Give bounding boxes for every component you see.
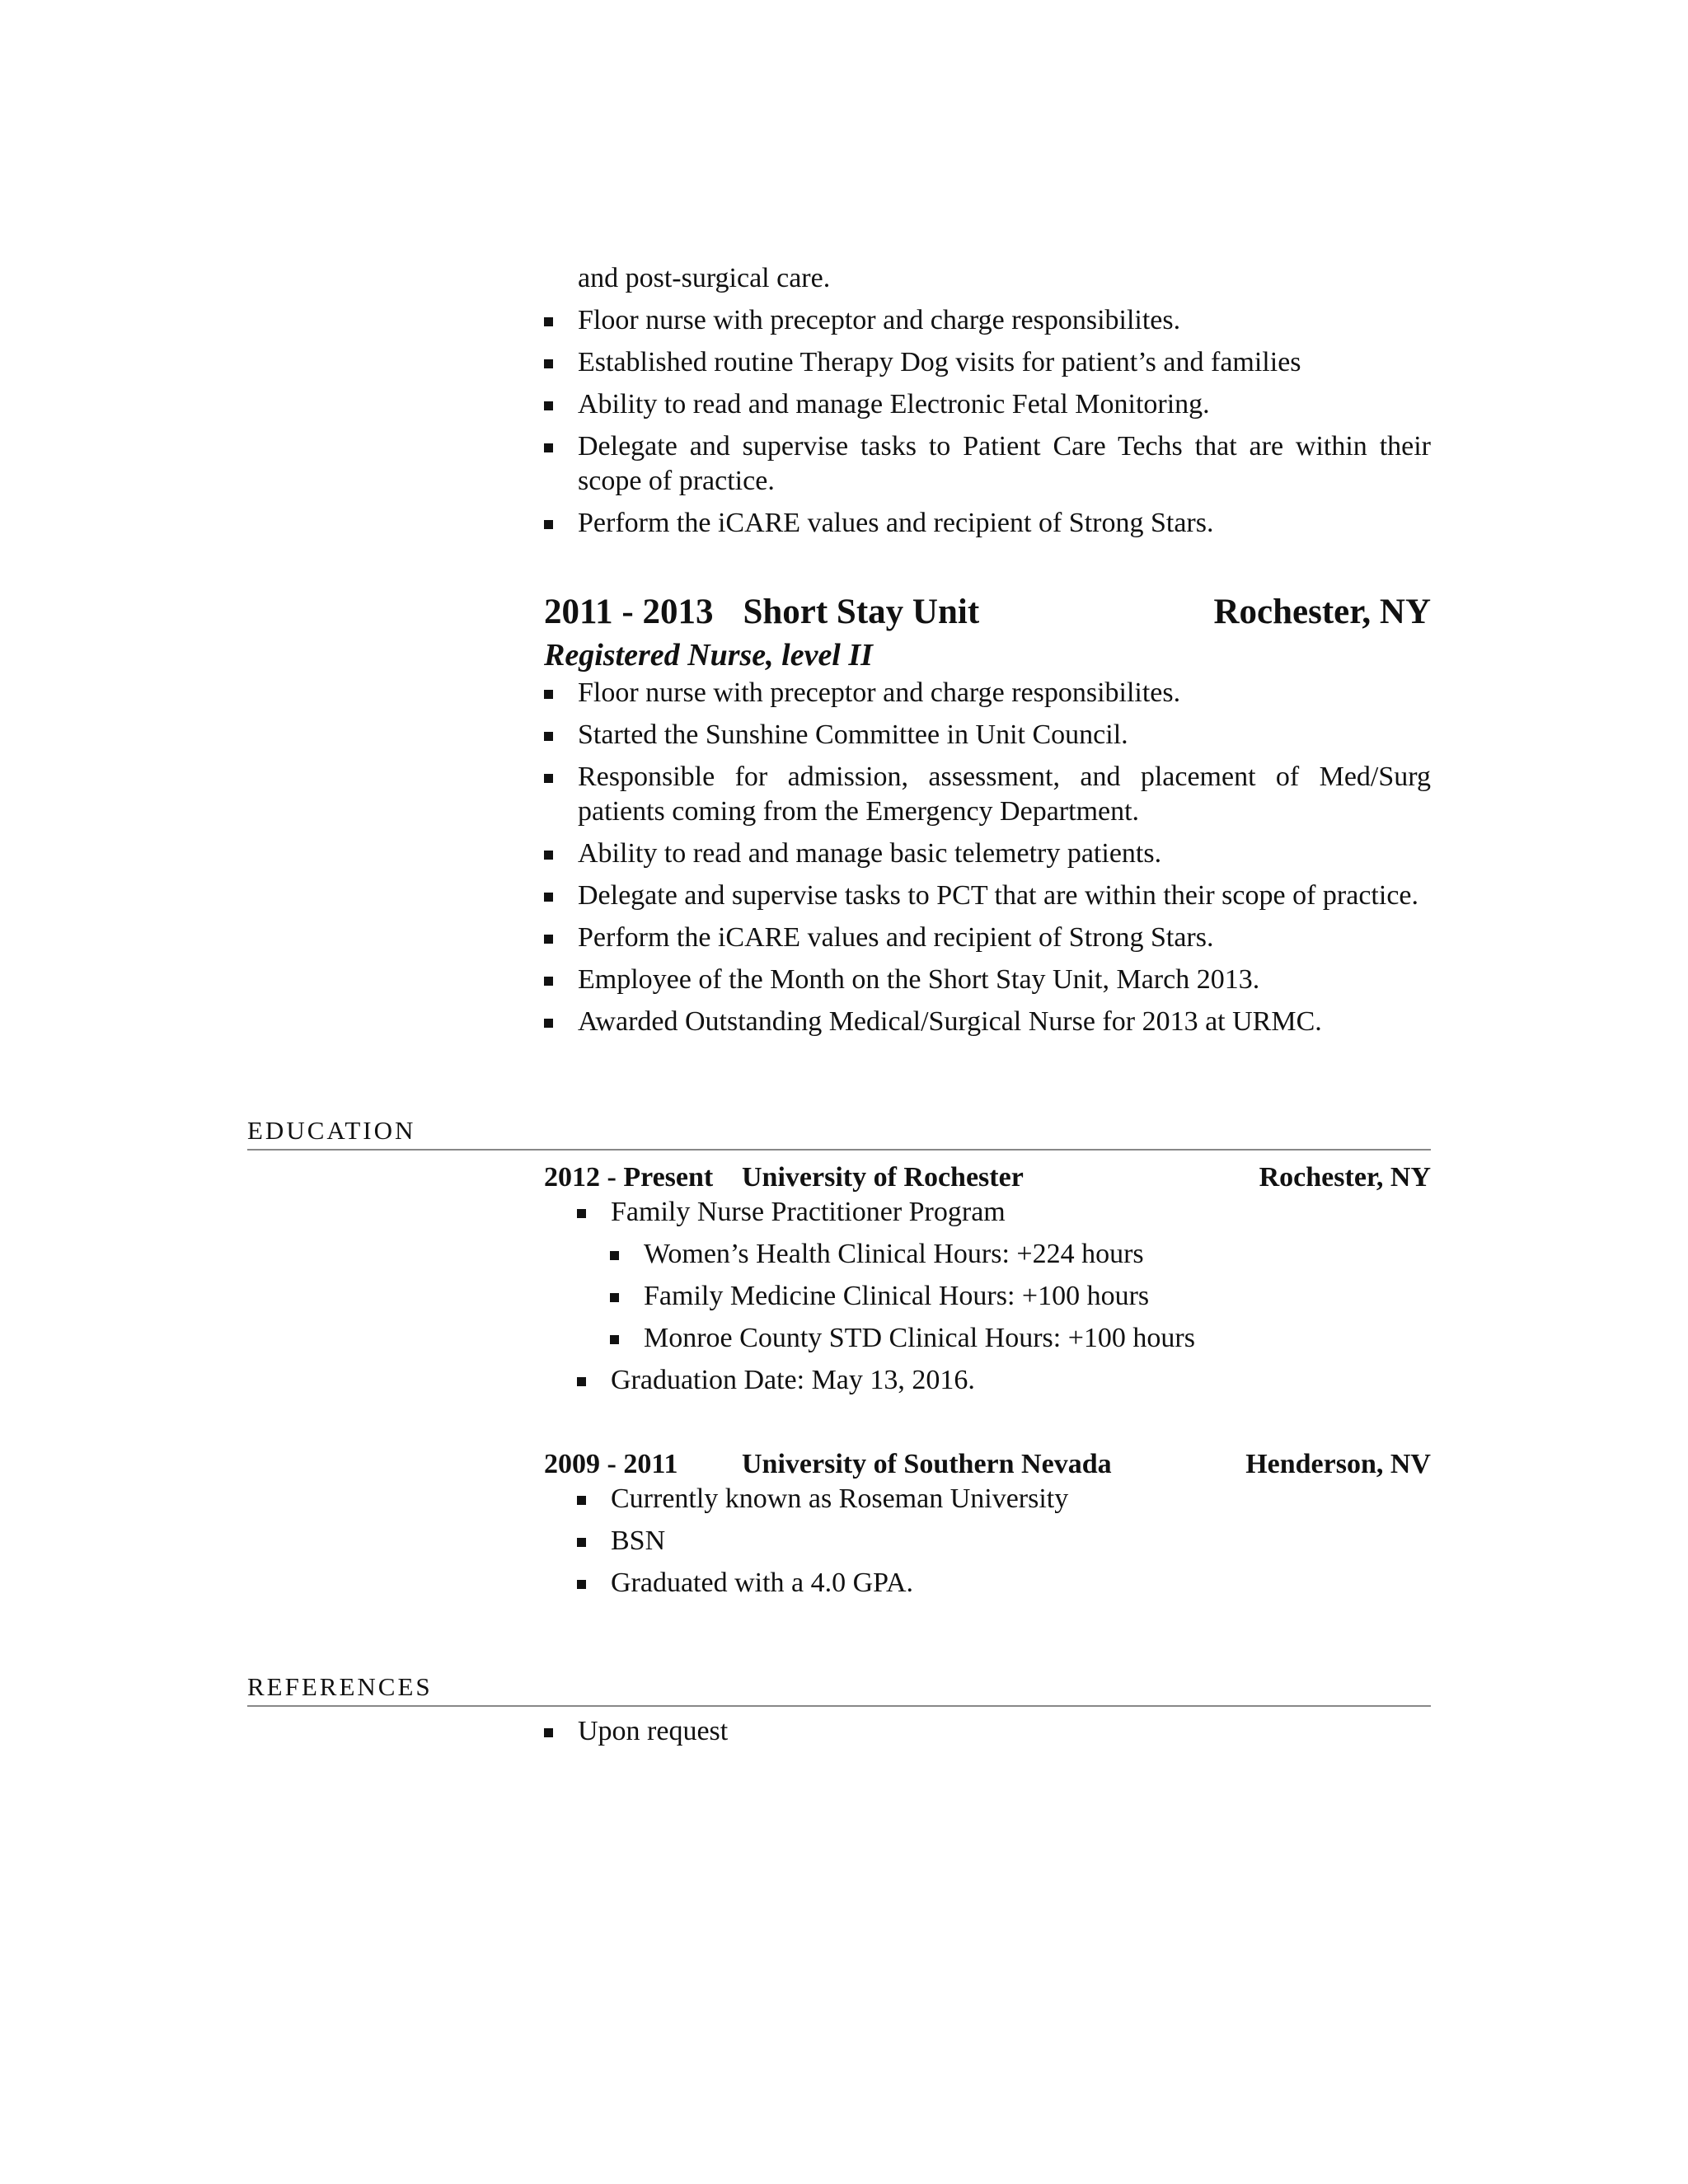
job-location: Rochester, NY bbox=[1213, 593, 1431, 631]
list-item: Awarded Outstanding Medical/Surgical Nurse for 2013 at URMC. bbox=[544, 1005, 1431, 1039]
bullet-square-icon bbox=[544, 851, 553, 860]
bullet-square-icon bbox=[544, 401, 553, 410]
list-item: Floor nurse with preceptor and charge responsibilites. bbox=[544, 676, 1431, 710]
bullet-square-icon bbox=[577, 1538, 586, 1547]
list-item: Delegate and supervise tasks to Patient Care Techs that are within their scope of practice. bbox=[544, 429, 1431, 499]
list-item: Upon request bbox=[544, 1714, 1431, 1749]
bullet-square-icon bbox=[544, 732, 553, 741]
bullet-square-icon bbox=[610, 1251, 619, 1260]
list-item: Delegate and supervise tasks to PCT that are within their scope of practice. bbox=[544, 879, 1431, 913]
job-unit: Short Stay Unit bbox=[743, 593, 980, 631]
list-item: Perform the iCARE values and recipient of Strong Stars. bbox=[544, 506, 1431, 541]
bullet-square-icon bbox=[610, 1335, 619, 1344]
list-item: Family Nurse Practitioner Program bbox=[577, 1195, 1431, 1230]
list-item: Ability to read and manage basic telemetry patients. bbox=[544, 837, 1431, 871]
bullet-square-icon bbox=[577, 1580, 586, 1589]
bullet-square-icon bbox=[544, 520, 553, 529]
bullet-square-icon bbox=[577, 1377, 586, 1386]
job-entry-short-stay bbox=[544, 590, 1431, 1047]
school-name: University of Rochester bbox=[742, 1162, 1024, 1193]
list-item: Family Medicine Clinical Hours: +100 hours bbox=[610, 1279, 1431, 1314]
bullet-square-icon bbox=[544, 1728, 553, 1737]
school-details bbox=[577, 1482, 1431, 1601]
bullet-square-icon bbox=[610, 1293, 619, 1302]
bullet-square-icon bbox=[544, 893, 553, 902]
school-dates: 2009 - 2011 bbox=[544, 1449, 678, 1479]
job-dates: 2011 - 2013 bbox=[544, 593, 714, 631]
bullet-square-icon bbox=[544, 774, 553, 783]
bullet-square-icon bbox=[544, 359, 553, 368]
continuation-line: and post-surgical care. bbox=[578, 263, 831, 293]
clinical-hours-list bbox=[610, 1237, 1431, 1356]
bullet-square-icon bbox=[544, 317, 553, 326]
bullet-square-icon bbox=[577, 1496, 586, 1505]
school-details bbox=[577, 1195, 1431, 1230]
bullet-square-icon bbox=[544, 443, 553, 452]
section-heading-references: REFERENCES bbox=[247, 1671, 1431, 1707]
references-list bbox=[544, 1714, 1431, 1749]
list-item: Graduated with a 4.0 GPA. bbox=[577, 1566, 1431, 1601]
bullet-square-icon bbox=[577, 1209, 586, 1218]
list-item: Started the Sunshine Committee in Unit Council. bbox=[544, 718, 1431, 752]
school-dates: 2012 - Present bbox=[544, 1162, 714, 1193]
education-school-1 bbox=[544, 1160, 1431, 1405]
list-item: Established routine Therapy Dog visits for patient’s and families bbox=[544, 345, 1431, 380]
list-item: Perform the iCARE values and recipient of Strong Stars. bbox=[544, 921, 1431, 955]
bullet-square-icon bbox=[544, 690, 553, 699]
school-header bbox=[544, 1447, 1431, 1482]
school-header bbox=[544, 1160, 1431, 1195]
bullet-square-icon bbox=[544, 935, 553, 944]
list-item: Employee of the Month on the Short Stay Unit, March 2013. bbox=[544, 963, 1431, 997]
school-location: Henderson, NV bbox=[1245, 1449, 1431, 1479]
list-item: Floor nurse with preceptor and charge responsibilites. bbox=[544, 303, 1431, 338]
references-content bbox=[544, 1714, 1431, 1756]
school-location: Rochester, NY bbox=[1259, 1162, 1431, 1193]
bullet-square-icon bbox=[544, 977, 553, 986]
school-extra bbox=[577, 1363, 1431, 1398]
list-item: Currently known as Roseman University bbox=[577, 1482, 1431, 1516]
job-header bbox=[544, 590, 1431, 635]
list-item: Women’s Health Clinical Hours: +224 hours bbox=[610, 1237, 1431, 1272]
list-item: Monroe County STD Clinical Hours: +100 hours bbox=[610, 1321, 1431, 1356]
section-heading-education: EDUCATION bbox=[247, 1114, 1431, 1151]
experience-bullets bbox=[544, 303, 1431, 541]
school-name: University of Southern Nevada bbox=[742, 1449, 1112, 1479]
bullet-square-icon bbox=[544, 1019, 553, 1028]
list-item: BSN bbox=[577, 1524, 1431, 1558]
experience-continued bbox=[544, 261, 1431, 548]
list-item: Ability to read and manage Electronic Fetal Monitoring. bbox=[544, 387, 1431, 422]
list-item: Graduation Date: May 13, 2016. bbox=[577, 1363, 1431, 1398]
education-school-2 bbox=[544, 1447, 1431, 1608]
list-item: Responsible for admission, assessment, and placement of Med/Surg patients coming from the Emergency Department. bbox=[544, 760, 1431, 829]
job-title: Registered Nurse, level II bbox=[544, 638, 873, 673]
job-bullets bbox=[544, 676, 1431, 1039]
